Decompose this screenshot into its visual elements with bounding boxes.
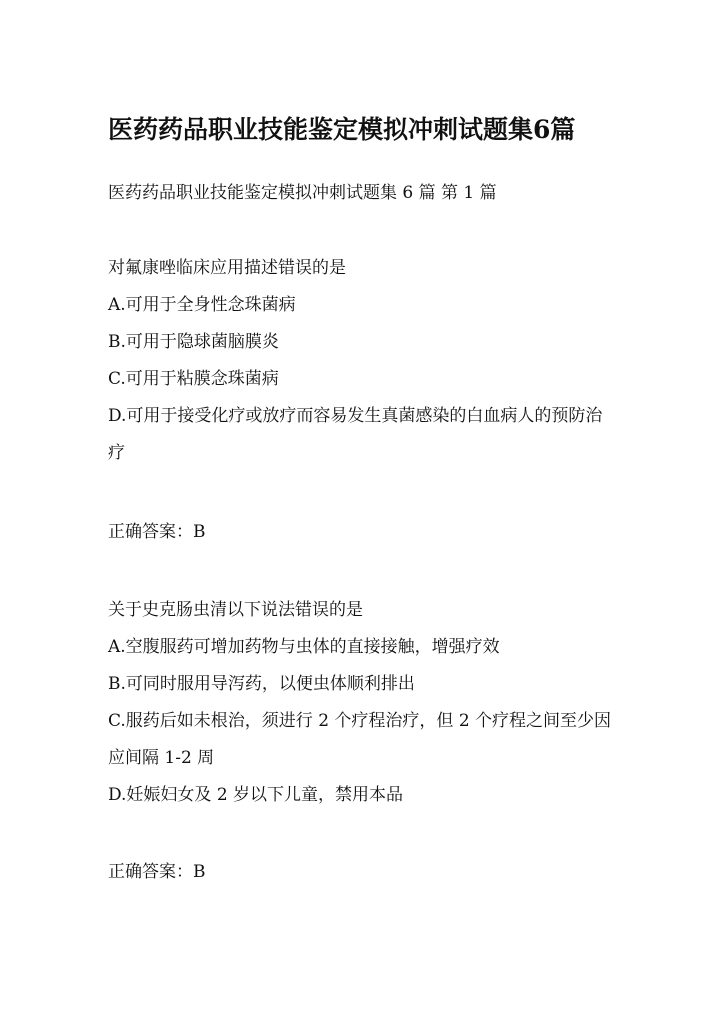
question-2-option-a: A.空腹服药可增加药物与虫体的直接接触，增强疗效 bbox=[108, 637, 500, 657]
question-2-option-d: D.妊娠妇女及 2 岁以下儿童，禁用本品 bbox=[108, 785, 404, 805]
question-1 bbox=[108, 250, 618, 472]
document-subtitle: 医药药品职业技能鉴定模拟冲刺试题集 6 篇 第 1 篇 bbox=[108, 183, 497, 203]
question-1-option-b: B.可用于隐球菌脑膜炎 bbox=[108, 332, 279, 352]
question-2-option-c: C.服药后如未根治，须进行 2 个疗程治疗，但 2 个疗程之间至少因应间隔 1-2 周 bbox=[108, 711, 612, 768]
question-2-option-b: B.可同时服用导泻药，以便虫体顺利排出 bbox=[108, 674, 415, 694]
question-2-stem: 关于史克肠虫清以下说法错误的是 bbox=[108, 600, 363, 620]
question-1-option-d: D.可用于接受化疗或放疗而容易发生真菌感染的白血病人的预防治疗 bbox=[108, 406, 603, 463]
question-1-option-c: C.可用于粘膜念珠菌病 bbox=[108, 369, 279, 389]
question-1-option-a: A.可用于全身性念珠菌病 bbox=[108, 295, 296, 315]
document-title: 医药药品职业技能鉴定模拟冲刺试题集6篇 bbox=[108, 115, 576, 144]
question-2 bbox=[108, 592, 618, 814]
question-1-answer: 正确答案：B bbox=[108, 522, 206, 542]
question-2-answer: 正确答案：B bbox=[108, 862, 206, 882]
question-1-stem: 对氟康唑临床应用描述错误的是 bbox=[108, 258, 346, 278]
